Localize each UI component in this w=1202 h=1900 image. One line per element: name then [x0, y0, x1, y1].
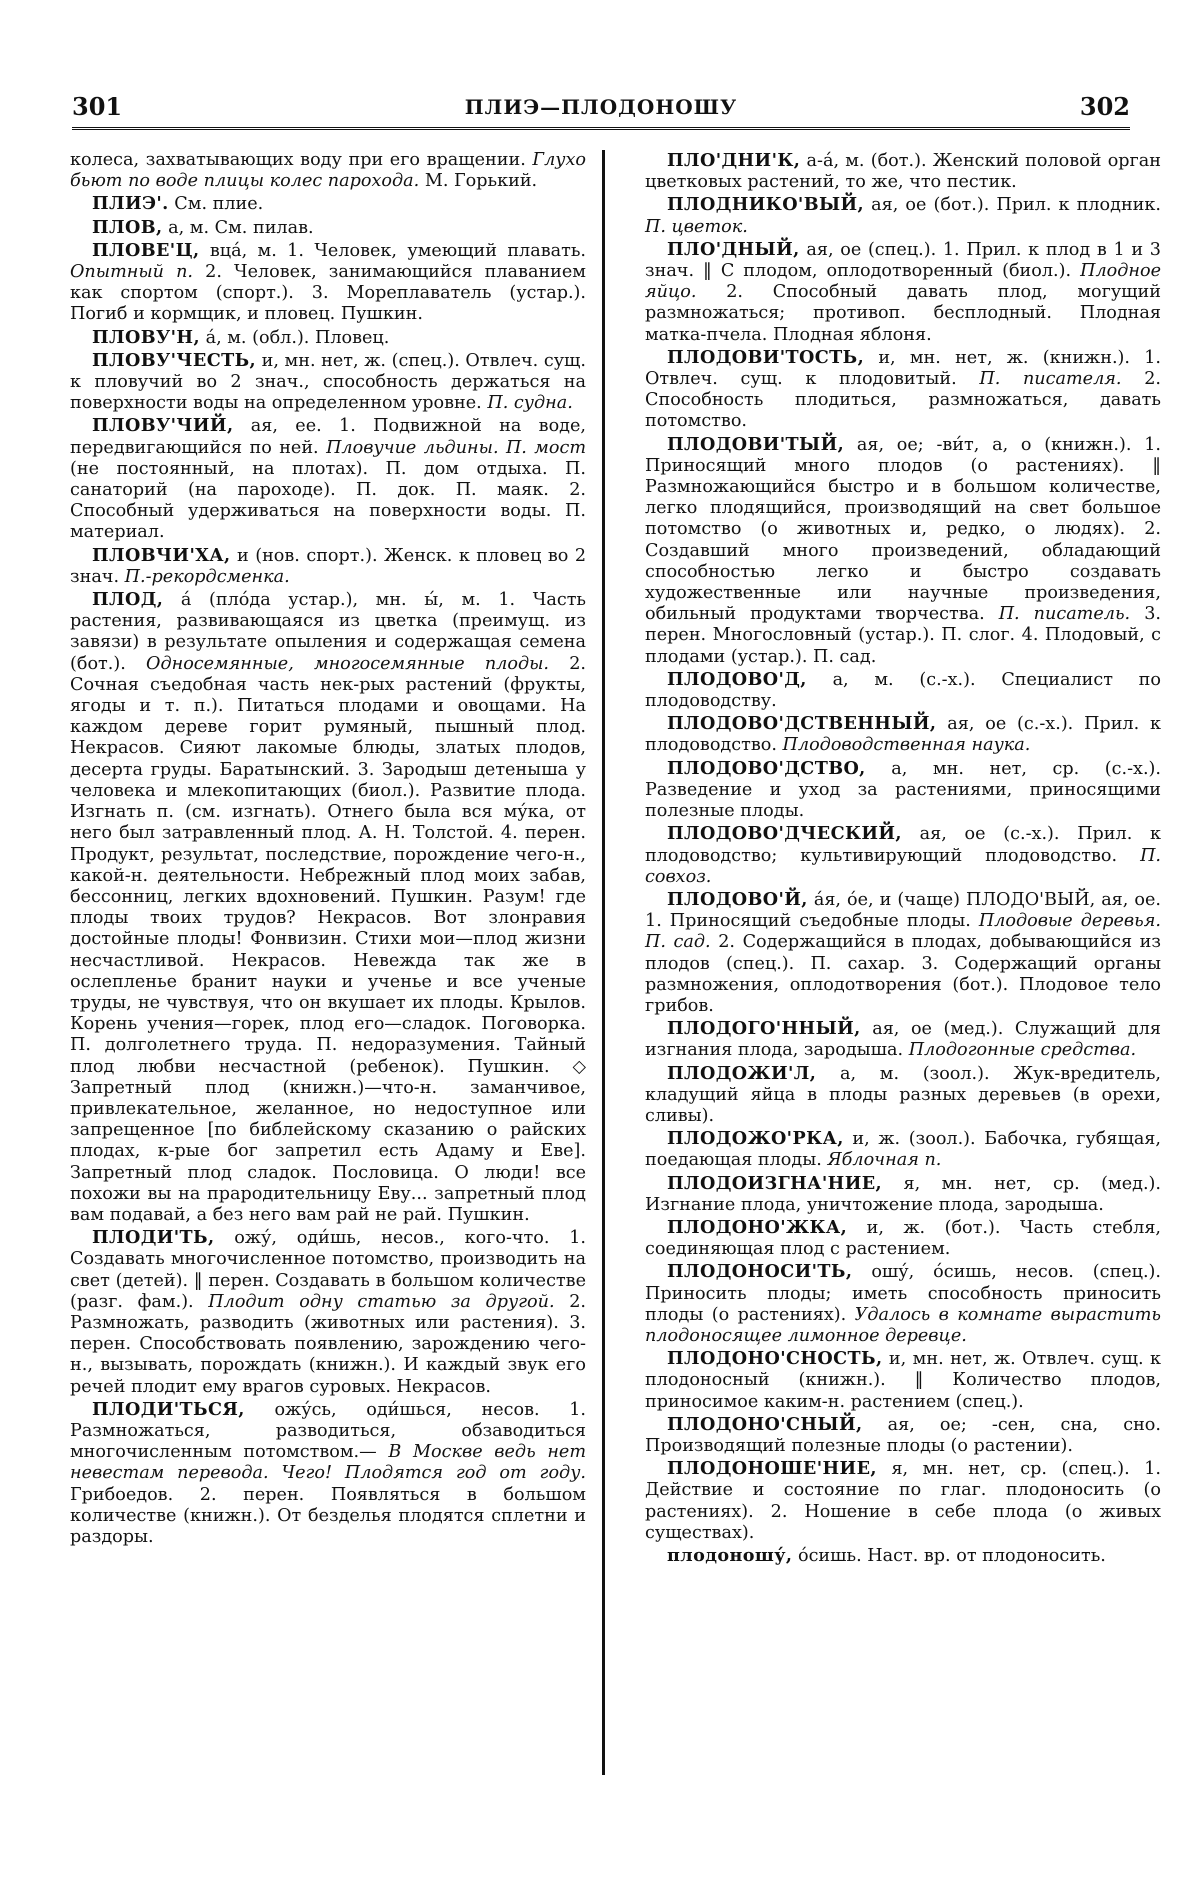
- headword: ПЛОДОВО'Д,: [667, 668, 807, 690]
- entry-example: Плодогонные средства.: [908, 1040, 1137, 1061]
- page-number-left: 301: [72, 92, 123, 121]
- dictionary-entry: [70, 589, 586, 1226]
- dictionary-entry: [645, 669, 1161, 712]
- dictionary-entry: [70, 415, 586, 543]
- entry-example: Плодит одну статью за другой.: [208, 1291, 555, 1312]
- headword: ПЛОВЧИ'ХА,: [92, 544, 231, 566]
- dictionary-entry: [645, 1173, 1161, 1216]
- headword: ПЛОДОНО'СНЫЙ,: [667, 1413, 863, 1435]
- entry-continuation: Грибоедов. 2. перен. Появляться в большом количестве (книжн.). От безделья плодятся сплетни и раздоры.: [70, 1484, 586, 1547]
- dictionary-entry: [70, 350, 586, 415]
- headword: ПЛО'ДНЫЙ,: [667, 238, 800, 260]
- dictionary-entry: [645, 434, 1161, 668]
- headword: ПЛОД,: [92, 589, 164, 611]
- entry-definition: ая, ое (мед.). Служащий для изгнания плода, зародыша.: [645, 1019, 1161, 1061]
- entry-example: П. совхоз.: [645, 845, 1162, 887]
- entry-example: П. писателя.: [979, 369, 1122, 390]
- entry-definition: а, м. (зоол.). Жук-вредитель, кладущий яйца в плоды разных деревьев (в орехи, сливы).: [645, 1063, 1162, 1126]
- entry-example: Плодовые деревья. П. сад.: [645, 911, 1161, 953]
- entry-continuation: 2. Содержащийся в плодах, добывающийся из плодов (спец.). П. сахар. 3. Содержащий органы размножения, оплодотворения (бот.). Плодовое тело грибов.: [645, 932, 1161, 1016]
- entry-definition: ая, ое (спец.). 1. Прил. к плод в 1 и 3 знач. ‖ С плодом, оплодотворенный (биол.).: [645, 239, 1161, 282]
- page-header: [72, 92, 1130, 132]
- dictionary-entry: [70, 1227, 586, 1398]
- entry-definition: я, мн. нет, ср. (мед.). Изгнание плода, уничтожение плода, зародыша.: [645, 1173, 1161, 1215]
- entry-definition: а́ (пло́да устар.), мн. ы́, м. 1. Часть растения, развивающаяся из цветка (преимущ. из завязи) в результате опыления и содержащая семена (бот.).: [70, 590, 587, 674]
- dictionary-entry: [645, 758, 1161, 823]
- headword: ПЛОДОИЗГНА'НИЕ,: [667, 1172, 883, 1194]
- entry-example: Глухо бьют по воде плицы колес парохода.: [70, 150, 586, 192]
- dictionary-entry: [645, 823, 1161, 888]
- entry-example: Плодоводственная наука.: [782, 735, 1031, 756]
- entry-definition: и, ж. (зоол.). Бабочка, губящая, поедающая плоды.: [645, 1129, 1162, 1171]
- dictionary-entry: [70, 545, 586, 588]
- headword: ПЛОДОНО'СНОСТЬ,: [667, 1348, 883, 1370]
- entry-example: Яблочная п.: [827, 1150, 942, 1171]
- entry-continuation: 2. Размножать, разводить (животных или растения). 3. перен. Способствовать появлению, зарождению чего-н., вызывать, порождать (книжн.). И каждый звук его речей плодит ему врагов суровых. Некрасов.: [70, 1291, 587, 1397]
- entry-definition: о́сишь. Наст. вр. от плодоносить.: [797, 1546, 1106, 1566]
- entry-example: Односемянные, многосемянные плоды.: [146, 653, 550, 674]
- headword: ПЛОВУ'Н,: [92, 326, 200, 348]
- entry-example: П. цветок.: [645, 216, 748, 237]
- entry-definition: ая, ое; -сен, сна, сно. Производящий полезные плоды (о растении).: [645, 1414, 1161, 1456]
- dictionary-entry: [70, 150, 586, 192]
- entry-continuation: М. Горький.: [424, 171, 538, 192]
- entry-definition: а, м. (с.-х.). Специалист по плодоводству.: [645, 669, 1161, 712]
- dictionary-entry: [645, 889, 1161, 1017]
- entry-definition: колеса, захватывающих воду при его вращении.: [70, 150, 526, 170]
- dictionary-entry: [70, 217, 586, 239]
- dictionary-entry: [645, 1414, 1161, 1457]
- entry-example: П. судна.: [487, 393, 573, 414]
- entry-continuation: 3. перен. Многословный (устар.). П. слог. 4. Плодовый, с плодами (устар.). П. сад.: [645, 604, 1161, 667]
- headword: ПЛОДОВО'ДСТВО,: [667, 757, 866, 779]
- dictionary-entry: [645, 1348, 1161, 1413]
- running-head: ПЛИЭ—ПЛОДОНОШУ: [464, 95, 738, 119]
- dictionary-entry: [70, 1399, 586, 1548]
- page-number-right: 302: [1079, 92, 1130, 121]
- entry-definition: и, мн. нет, ж. (книжн.). 1. Отвлеч. сущ. к плодовитый.: [645, 347, 1162, 390]
- entry-definition: ая, ое (с.-х.). Прил. к плодоводство; культивирующий плодоводство.: [645, 824, 1162, 866]
- headword: ПЛОДОГО'ННЫЙ,: [667, 1018, 861, 1040]
- entry-continuation: 2. Человек, занимающийся плаванием как спортом (спорт.). 3. Мореплаватель (устар.). Погиб и кормщик, и пловец. Пушкин.: [70, 262, 586, 325]
- headword: плодоношу́,: [667, 1545, 793, 1566]
- dictionary-entry: [645, 1261, 1161, 1347]
- left-column: [70, 150, 586, 1549]
- entry-definition: ошу́, о́сишь, несов. (спец.). Приносить плоды; иметь способность приносить плоды (о растениях).: [645, 1262, 1162, 1325]
- dictionary-entry: [645, 1545, 1161, 1567]
- entry-definition: а, мн. нет, ср. (с.-х.). Разведение и уход за растениями, приносящими полезные плоды.: [645, 758, 1161, 822]
- dictionary-entry: [645, 1217, 1161, 1260]
- entry-definition: и, мн. нет, ж. (спец.). Отвлеч. сущ. к пловучий во 2 знач., способность держаться на поверхности воды на определенном уровне.: [70, 350, 587, 414]
- header-rule: [72, 127, 1130, 130]
- entry-definition: и, мн. нет, ж. Отвлеч. сущ. к плодоносный (книжн.). ‖ Количество плодов, приносимое каким-н. растением (спец.).: [645, 1349, 1161, 1412]
- entry-definition: и, ж. (бот.). Часть стебля, соединяющая плод с растением.: [645, 1217, 1162, 1260]
- entry-definition: ая, ее. 1. Подвижной на воде, передвигающийся по ней.: [70, 416, 586, 458]
- dictionary-entry: [645, 347, 1161, 433]
- headword: ПЛОДОЖО'РКА,: [667, 1128, 844, 1150]
- headword: ПЛОДОВИ'ТЫЙ,: [667, 433, 845, 455]
- headword: ПЛОДОЖИ'Л,: [667, 1062, 817, 1084]
- headword: ПЛОДИ'ТЬ,: [92, 1227, 215, 1249]
- entry-definition: я, мн. нет, ср. (спец.). 1. Действие и состояние по глаг. плодоносить (о растениях). 2. Ношение в себе плода (о живых существах).: [645, 1459, 1162, 1543]
- entry-continuation: 2. Способный давать плод, могущий размножаться; противоп. бесплодный. Плодная матка-пчела. Плодная яблоня.: [645, 282, 1161, 345]
- column-divider: [602, 150, 605, 1775]
- entry-definition: ожу́, оди́шь, несов., кого-что. 1. Создавать многочисленное потомство, производить на свет (детей). ‖ перен. Создавать в большом количестве (разг. фам.).: [70, 1228, 586, 1312]
- entry-example: Плодное яйцо.: [645, 261, 1162, 303]
- headword: ПЛО'ДНИ'К,: [667, 150, 801, 171]
- headword: ПЛОДОВИ'ТОСТЬ,: [667, 346, 865, 368]
- dictionary-entry: [645, 194, 1161, 237]
- entry-example: Удалось в комнате вырастить плодоносящее лимонное деревце.: [645, 1304, 1161, 1346]
- headword: ПЛОВЕ'Ц,: [92, 239, 200, 261]
- entry-continuation: (не постоянный, на плотах). П. дом отдыха. П. санаторий (на пароходе). П. док. П. маяк. 2. Способный удерживаться на поверхности воды. П. материал.: [70, 458, 586, 543]
- entry-definition: а-а́, м. (бот.). Женский половой орган цветковых растений, то же, что пестик.: [645, 151, 1161, 193]
- dictionary-entry: [645, 1128, 1161, 1171]
- headword: ПЛОВУ'ЧИЙ,: [92, 415, 234, 437]
- entry-definition: и (нов. спорт.). Женск. к пловец во 2 знач.: [70, 545, 587, 587]
- headword: ПЛОДОНОШЕ'НИЕ,: [667, 1458, 877, 1480]
- dictionary-entry: [70, 327, 586, 349]
- entry-definition: а́, м. (обл.). Пловец.: [205, 327, 390, 348]
- headword: ПЛОДОНО'ЖКА,: [667, 1216, 848, 1238]
- dictionary-entry: [645, 713, 1161, 756]
- dictionary-entry: [70, 193, 586, 215]
- entry-example: П. писатель.: [998, 604, 1131, 625]
- entry-definition: ая, ое; -ви́т, а, о (книжн.). 1. Приносящий много плодов (о растениях). ‖ Размножающийся быстро и в большом количестве, легко плодящийся, производящий на свет большое потомство (о животных и, редко, о людях). 2. Создавший много произведений, обладающий способностью легко и быстро создавать художественные или научные произведения, обильный продуктами творчества.: [645, 434, 1161, 625]
- headword: ПЛОДОНОСИ'ТЬ,: [667, 1261, 853, 1283]
- entry-continuation: 2. Способность плодиться, размножаться, давать потомство.: [645, 369, 1162, 432]
- entry-definition: См. плие.: [174, 194, 264, 215]
- headword: ПЛОВУ'ЧЕСТЬ,: [92, 349, 257, 371]
- headword: ПЛОВ,: [92, 216, 163, 238]
- entry-example: Опытный п.: [70, 262, 194, 283]
- headword: ПЛОДНИКО'ВЫЙ,: [667, 194, 865, 216]
- dictionary-entry: [645, 150, 1161, 193]
- right-column: [645, 150, 1161, 1568]
- entry-definition: ая, ое (бот.). Прил. к плодник.: [871, 195, 1161, 216]
- headword: ПЛОДОВО'Й,: [667, 888, 808, 910]
- entry-definition: ожу́сь, оди́шься, несов. 1. Размножаться, разводиться, обзаводиться многочисленным потомством.—: [70, 1399, 587, 1463]
- dictionary-entry: [70, 240, 586, 326]
- headword: ПЛОДИ'ТЬСЯ,: [92, 1398, 245, 1420]
- entry-definition: вца́, м. 1. Человек, умеющий плавать.: [209, 240, 587, 261]
- headword: ПЛИЭ'.: [92, 193, 169, 215]
- entry-definition: а, м. См. пилав.: [168, 217, 314, 238]
- entry-example: Пловучие льдины. П. мост: [326, 437, 586, 458]
- dictionary-entry: [645, 239, 1161, 346]
- entry-example: П.-рекордсменка.: [124, 566, 290, 587]
- dictionary-entry: [645, 1063, 1161, 1128]
- entry-definition: а́я, о́е, и (чаще) ПЛОДО'ВЫЙ, ая, ое. 1. Приносящий съедобные плоды.: [645, 889, 1161, 932]
- entry-example: В Москве ведь нет невестам перевода. Чего! Плодятся год от году.: [70, 1442, 586, 1484]
- dictionary-entry: [645, 1018, 1161, 1061]
- headword: ПЛОДОВО'ДСТВЕННЫЙ,: [667, 713, 937, 735]
- entry-definition: ая, ое (с.-х.). Прил. к плодоводство.: [645, 714, 1162, 756]
- headword: ПЛОДОВО'ДЧЕСКИЙ,: [667, 823, 902, 845]
- dictionary-entry: [645, 1458, 1161, 1544]
- entry-continuation: 2. Сочная съедобная часть нек-рых растений (фрукты, ягоды и т. п.). Питаться плодами и овощами. На каждом дереве горит румяный, пышный плод. Некрасов. Сияют лакомые блюды, златых плодов, десерта груды. Баратынский. 3. Зародыш детеныша у человека и млекопитающих (биол.). Развитие плода. Изгнать п. (см. изгнать). Отнего была вся му́ка, от него был затравленный плод. А. Н. Толстой. 4. перен. Продукт, результат, последствие, порождение чего-н., какой-н. деятельности. Небрежный плод моих забав, бессонниц, легких вдохновений. Пушкин. Разум! где плоды твоих трудов? Некрасов. Вот злонравия достойные плоды! Фонвизин. Стихи мои—плод жизни несчастливой. Некрасов. Невежда так же в ослепленье бранит науки и ученье и все ученые труды, не чувствуя, что он вкушает их плоды. Крылов. Корень учения—горек, плод его—сладок. Поговорка. П. долголетнего труда. П. недоразумения. Тайный плод любви несчастной (ребенок). Пушкин. ◇ Запретный плод (книжн.)—что-н. заманчивое, привлекательное, желанное, но недоступное или запрещенное [по библейскому сказанию о райских плодах, к-рые бог запретил есть Адаму и Еве]. Запретный плод сладок. Пословица. О люди! все похожи вы на прародительницу Еву... запретный плод вам подавай, а без него вам рай не рай. Пушкин.: [70, 653, 587, 1225]
